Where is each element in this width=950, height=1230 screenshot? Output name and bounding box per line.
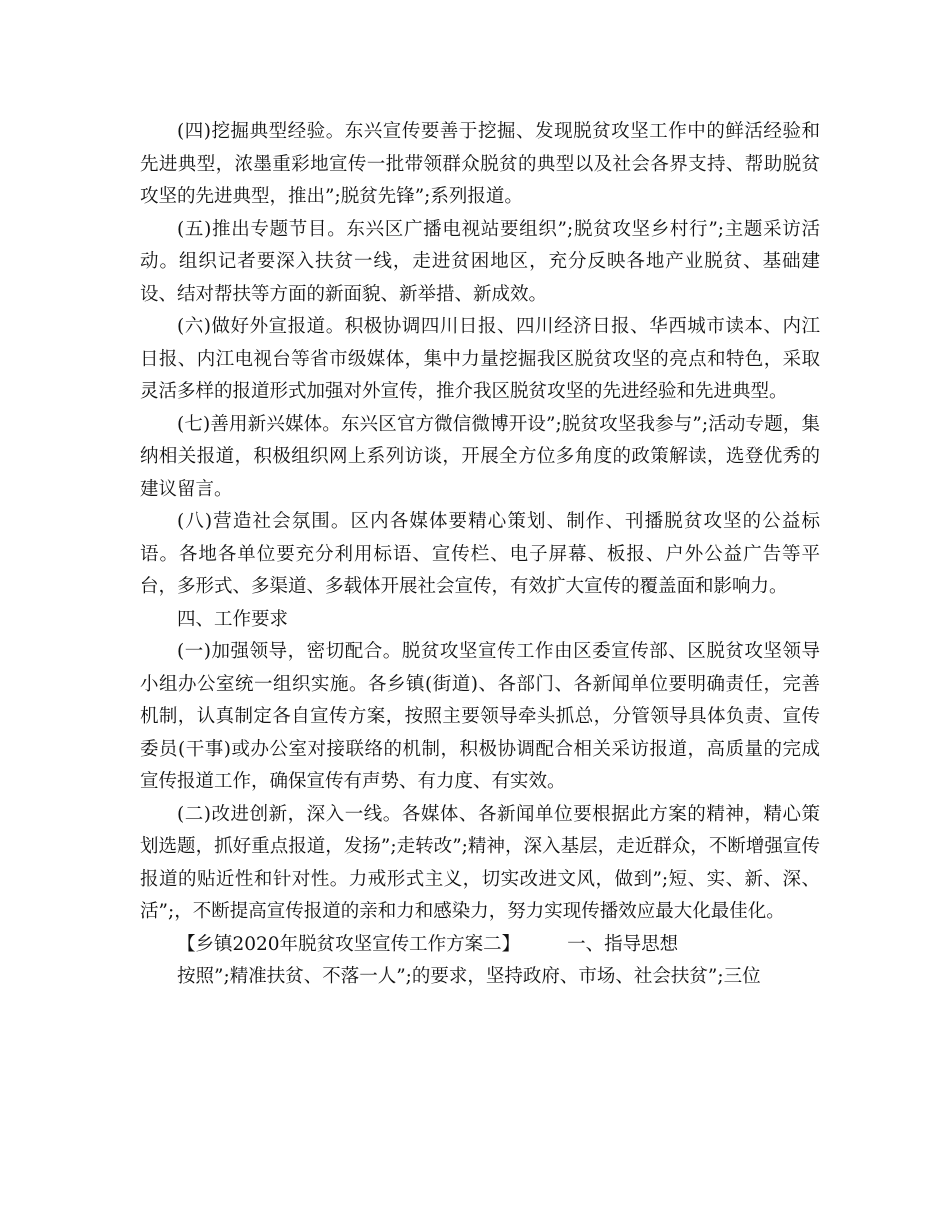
paragraph-6-external-reporting: (六)做好外宣报道。积极协调四川日报、四川经济日报、华西城市读本、内江日报、内江电视台等省市级媒体，集中力量挖掘我区脱贫攻坚的亮点和特色，采取灵活多样的报道形式加强对外宣传，推介我区脱贫攻坚的先进经验和先进典型。 [140, 316, 820, 402]
paragraph-5-special-programs: (五)推出专题节目。东兴区广播电视站要组织”;脱贫攻坚乡村行”;主题采访活动。组织记者要深入扶贫一线，走进贫困地区，充分反映各地产业脱贫、基础建设、结对帮扶等方面的新面貌、新举措、新成效。 [140, 218, 820, 305]
heading-work-requirements: 四、工作要求 [177, 608, 289, 630]
paragraph-7-new-media: (七)善用新兴媒体。东兴区官方微信微博开设”;脱贫攻坚我参与”;活动专题，集纳相关报道，积极组织网上系列访谈，开展全方位多角度的政策解读，选登优秀的建议留言。 [140, 413, 820, 500]
paragraph-8-social-atmosphere: (八)营造社会氛围。区内各媒体要精心策划、制作、刊播脱贫攻坚的公益标语。各地各单位要充分利用标语、宣传栏、电子屏幕、板报、户外公益广告等平台，多形式、多渠道、多载体开展社会宣传，有效扩大宣传的覆盖面和影响力。 [140, 511, 820, 597]
paragraph-2-innovation: (二)改进创新，深入一线。各媒体、各新闻单位要根据此方案的精神，精心策划选题，抓好重点报道，发扬”;走转改”;精神，深入基层，走近群众，不断增强宣传报道的贴近性和针对性。力戒形式主义，切实改进文风，做到”;短、实、新、深、活”;，不断提高宣传报道的亲和力和感染力，努力实现传播效应最大化最佳化。 [140, 803, 820, 922]
paragraph-1-leadership: (一)加强领导，密切配合。脱贫攻坚宣传工作由区委宣传部、区脱贫攻坚领导小组办公室统一组织实施。各乡镇(街道)、各部门、各新闻单位要明确责任，完善机制，认真制定各自宣传方案，按照主要领导牵头抓总，分管领导具体负责、宣传委员(干事)或办公室对接联络的机制，积极协调配合相关采访报道，高质量的完成宣传报道工作，确保宣传有声势、有力度、有实效。 [140, 641, 820, 792]
section-subheading: 一、指导思想 [567, 933, 679, 955]
document-body [140, 116, 820, 994]
paragraph-guiding-principle: 按照”;精准扶贫、不落一人”;的要求，坚持政府、市场、社会扶贫”;三位 [177, 966, 761, 987]
section-title: 【乡镇2020年脱贫攻坚宣传工作方案二】 [177, 933, 521, 955]
paragraph-4-typical-experience: (四)挖掘典型经验。东兴宣传要善于挖掘、发现脱贫攻坚工作中的鲜活经验和先进典型，浓墨重彩地宣传一批带领群众脱贫的典型以及社会各界支持、帮助脱贫攻坚的先进典型，推出”;脱贫先锋”;系列报道。 [140, 121, 820, 207]
section-title-line [140, 929, 820, 962]
